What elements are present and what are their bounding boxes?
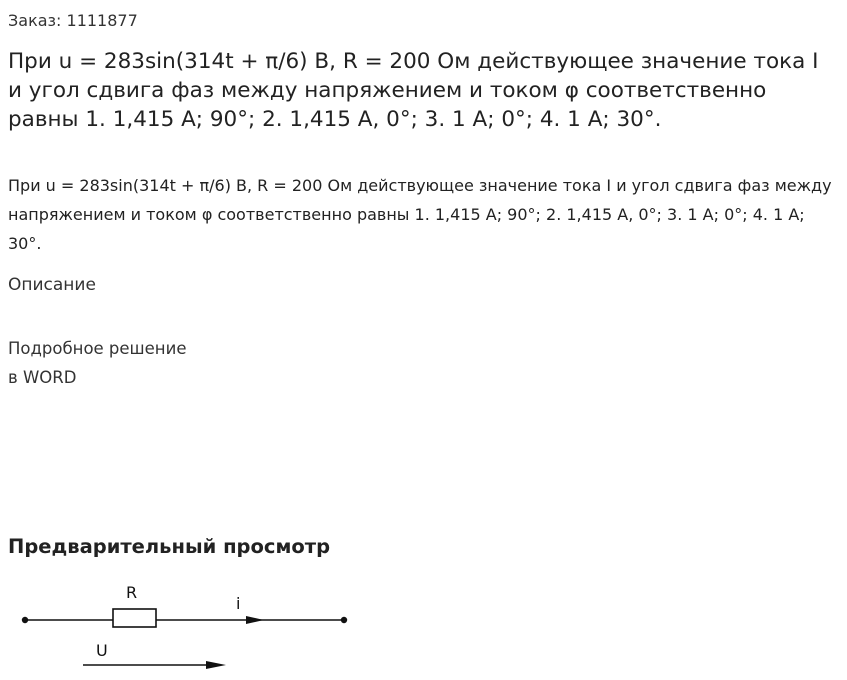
page-title: При u = 283sin(314t + π/6) В, R = 200 Ом действующее значение тока I и угол сдвига фаз между напряжением и током φ соответственно равны 1. 1,415 А; 90°; 2. 1,415 А, 0°; 3. 1 А; 0°; 4. 1 А; 30°.	[8, 49, 819, 132]
circuit-preview	[8, 578, 368, 678]
resistor	[113, 609, 156, 627]
description-body	[8, 334, 268, 392]
task-text: При u = 283sin(314t + π/6) В, R = 200 Ом действующее значение тока I и угол сдвига фаз между напряжением и током φ соответственно равны 1. 1,415 А; 90°; 2. 1,415 А, 0°; 3. 1 А; 0°; 4. 1 А; 30°.	[8, 176, 832, 253]
order-number: Заказ: 1111877	[8, 11, 138, 30]
preview-title: Предварительный просмотр	[8, 535, 331, 558]
current-arrow-head	[246, 616, 264, 624]
voltage-label: U	[96, 641, 108, 660]
right-terminal	[341, 617, 347, 623]
resistor-label: R	[126, 583, 138, 602]
description-label: Описание	[8, 275, 96, 295]
description-line-1: Подробное решение	[8, 339, 187, 358]
current-label: i	[236, 594, 241, 613]
description-line-2: в WORD	[8, 368, 77, 387]
voltage-arrow-head	[206, 661, 226, 669]
